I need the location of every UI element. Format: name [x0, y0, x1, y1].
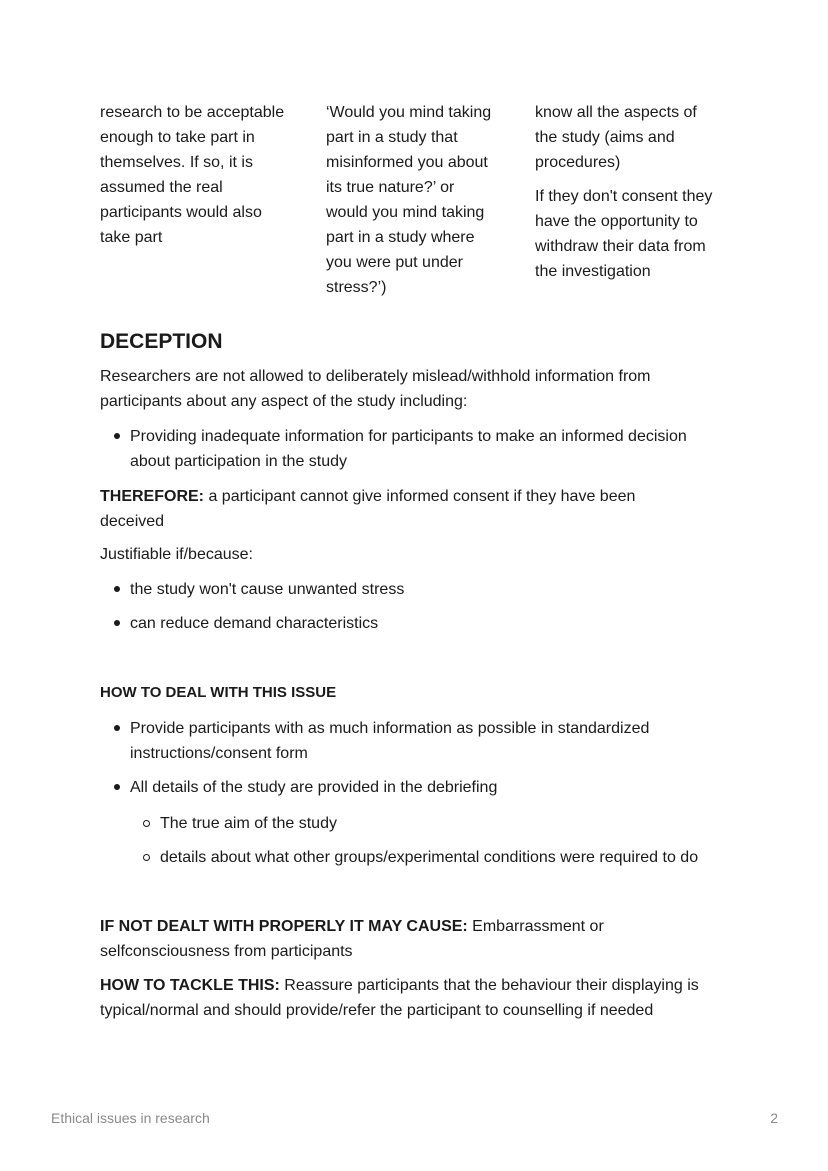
therefore-label: THEREFORE: — [100, 488, 204, 505]
bullet-icon — [114, 784, 120, 790]
text-line: its true nature?’ or — [326, 179, 455, 196]
bullet-icon — [114, 433, 120, 439]
bullet-text: instructions/consent form — [130, 745, 308, 762]
text-line: themselves. If so, it is — [100, 154, 253, 171]
sub-bullet-icon — [143, 820, 150, 827]
bullet-icon — [114, 586, 120, 592]
therefore-text: deceived — [100, 513, 165, 530]
justifiable-label: Justifiable if/because: — [100, 546, 253, 563]
bullet-text: Provide participants with as much information as possible in standardized — [130, 720, 650, 737]
text-line: the study (aims and — [535, 129, 675, 146]
intro-line: participants about any aspect of the study including: — [100, 393, 468, 410]
if-not-text: Embarrassment or — [467, 918, 604, 935]
text-line: enough to take part in — [100, 129, 255, 146]
tackle-text: Reassure participants that the behaviour their displaying is — [279, 977, 699, 994]
if-not-text: selfconsciousness from participants — [100, 943, 353, 960]
bullet-text: All details of the study are provided in the debriefing — [130, 779, 498, 796]
column-2 — [326, 100, 491, 300]
footer-title: Ethical issues in research — [51, 1110, 210, 1126]
sub-bullet-icon — [143, 854, 150, 861]
text-line: you were put under — [326, 254, 463, 271]
text-line: ‘Would you mind taking — [326, 104, 492, 121]
therefore-text: a participant cannot give informed consent if they have been — [204, 488, 636, 505]
text-line: part in a study that — [326, 129, 458, 146]
bullet-text: can reduce demand characteristics — [130, 615, 379, 632]
column-1 — [100, 100, 284, 250]
text-line: the investigation — [535, 263, 651, 280]
if-not-line — [100, 914, 604, 939]
if-not-label: IF NOT DEALT WITH PROPERLY IT MAY CAUSE: — [100, 918, 468, 935]
sub-bullet-text: The true aim of the study — [160, 815, 337, 832]
bullet-text: about participation in the study — [130, 453, 348, 470]
text-line: participants would also — [100, 204, 262, 221]
bullet-text: the study won't cause unwanted stress — [130, 581, 405, 598]
tackle-text: typical/normal and should provide/refer the participant to counselling if needed — [100, 1002, 654, 1019]
text-line: research to be acceptable — [100, 104, 285, 121]
tackle-label: HOW TO TACKLE THIS: — [100, 977, 280, 994]
text-line: withdraw their data from — [535, 238, 706, 255]
text-line: take part — [100, 229, 163, 246]
text-line: would you mind taking — [326, 204, 485, 221]
therefore-line — [100, 484, 635, 509]
tackle-line — [100, 973, 699, 998]
intro-line: Researchers are not allowed to deliberately mislead/withhold information from — [100, 368, 651, 385]
page-number: 2 — [770, 1110, 778, 1126]
bullet-icon — [114, 725, 120, 731]
section-heading: DECEPTION — [100, 330, 223, 353]
text-line: assumed the real — [100, 179, 223, 196]
column-3 — [535, 100, 712, 284]
text-line: part in a study where — [326, 229, 475, 246]
bullet-icon — [114, 620, 120, 626]
bullet-text: Providing inadequate information for participants to make an informed decision — [130, 428, 687, 445]
sub-bullet-text: details about what other groups/experimental conditions were required to do — [160, 849, 699, 866]
text-line: misinformed you about — [326, 154, 488, 171]
text-line: If they don't consent they — [535, 188, 713, 205]
text-line: know all the aspects of — [535, 104, 697, 121]
text-line: stress?’) — [326, 279, 387, 296]
subheading: HOW TO DEAL WITH THIS ISSUE — [100, 684, 337, 701]
text-line: procedures) — [535, 154, 621, 171]
text-line: have the opportunity to — [535, 213, 698, 230]
